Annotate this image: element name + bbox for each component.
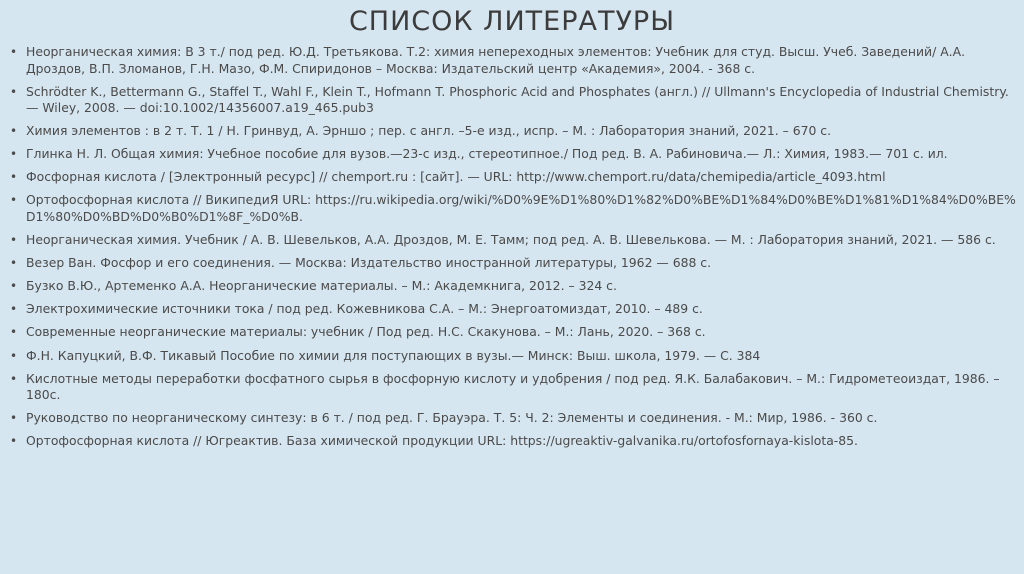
reference-text: Ортофосфорная кислота // Югреактив. База химической продукции URL: https://ugreaktiv-galvanika.ru/ortofosfornaya-kislota-85. bbox=[26, 433, 858, 449]
list-item bbox=[8, 192, 1018, 225]
reference-text: Электрохимические источники тока / под ред. Кожевникова С.А. – М.: Энергоатомиздат, 2010. – 489 с. bbox=[26, 301, 703, 317]
list-item bbox=[8, 123, 1018, 140]
reference-text: Schrödter K., Bettermann G., Staffel T., Wahl F., Klein T., Hofmann T. Phosphoric Acid and Phosphates (англ.) // Ullmann's Encyclopedia of Industrial Chemistry. — Wiley, 2008. — doi:10.1002/14356007.a19_465.pub3 bbox=[26, 83, 1009, 116]
list-item bbox=[8, 324, 1018, 341]
list-item bbox=[8, 255, 1018, 272]
reference-text: Фосфорная кислота / [Электронный ресурс] // chemport.ru : [сайт]. — URL: http://www.chemport.ru/data/chemipedia/article_4093.html bbox=[26, 169, 886, 185]
bullet-icon: • bbox=[10, 279, 18, 294]
list-item bbox=[8, 348, 1018, 365]
bullet-icon: • bbox=[10, 84, 18, 99]
list-item bbox=[8, 301, 1018, 318]
reference-text: Глинка Н. Л. Общая химия: Учебное пособие для вузов.—23-с изд., стереотипное./ Под ред. В. А. Рабиновича.— Л.: Химия, 1983.— 701 с. ил. bbox=[26, 146, 948, 162]
list-item bbox=[8, 169, 1018, 186]
reference-text: Неорганическая химия. Учебник / А. В. Шевельков, А.А. Дроздов, М. Е. Тамм; под ред. А. В. Шевелькова. — М. : Лаборатория знаний, 2021. — 586 с. bbox=[26, 232, 996, 248]
bullet-icon: • bbox=[10, 45, 18, 59]
list-item bbox=[8, 232, 1018, 249]
list-item bbox=[8, 146, 1018, 163]
bullet-icon: • bbox=[10, 411, 18, 426]
bullet-icon: • bbox=[10, 325, 18, 340]
bullet-icon: • bbox=[10, 348, 18, 363]
bullet-icon: • bbox=[10, 434, 18, 449]
list-item bbox=[8, 371, 1018, 404]
reference-list bbox=[8, 44, 1018, 456]
bullet-icon: • bbox=[10, 233, 18, 248]
bullet-icon: • bbox=[10, 193, 18, 208]
list-item bbox=[8, 278, 1018, 295]
reference-text: Неорганическая химия: В 3 т./ под ред. Ю.Д. Третьякова. Т.2: химия непереходных элементов: Учебник для студ. Высш. Учеб. Заведений/ А.А. Дроздов, В.П. Зломанов, Г.Н. Мазо, Ф.М. Спиридонов – Москва: Издательский центр «Академия», 2004. - 368 с. bbox=[26, 44, 966, 76]
reference-text: Бузко В.Ю., Артеменко А.А. Неорганические материалы. – М.: Академкнига, 2012. – 324 с. bbox=[26, 278, 617, 294]
list-item bbox=[8, 84, 1018, 117]
bullet-icon: • bbox=[10, 170, 18, 185]
bullet-icon: • bbox=[10, 124, 18, 139]
reference-text: Везер Ван. Фосфор и его соединения. — Москва: Издательство иностранной литературы, 1962 — 688 с. bbox=[26, 255, 712, 271]
list-item bbox=[8, 44, 1018, 77]
reference-text: Ортофосфорная кислота // ВикипедиЯ URL: https://ru.wikipedia.org/wiki/%D0%9E%D1%80%D1%82%D0%BE%D1%84%D0%BE%D1%81%D1%84%D0%BE%D1%80%D0%BD%D0%B0%D1%8F_%D0%B. bbox=[26, 192, 1016, 224]
bullet-icon: • bbox=[10, 147, 18, 162]
reference-text: Химия элементов : в 2 т. Т. 1 / Н. Гринвуд, А. Эрншо ; пер. с англ. –5-е изд., испр. – М. : Лаборатория знаний, 2021. – 670 с. bbox=[26, 123, 832, 139]
page-title: СПИСОК ЛИТЕРАТУРЫ bbox=[348, 6, 676, 37]
reference-text: Кислотные методы переработки фосфатного сырья в фосфорную кислоту и удобрения / под ред. Я.К. Балабакович. – М.: Гидрометеоиздат, 1986. – 180с. bbox=[26, 370, 1000, 403]
reference-text: Руководство по неорганическому синтезу: в 6 т. / под ред. Г. Брауэра. Т. 5: Ч. 2: Элементы и соединения. - М.: Мир, 1986. - 360 с. bbox=[26, 410, 878, 426]
reference-text: Современные неорганические материалы: учебник / Под ред. Н.С. Скакунова. – М.: Лань, 2020. – 368 с. bbox=[26, 324, 706, 340]
bullet-icon: • bbox=[10, 371, 18, 386]
bullet-icon: • bbox=[10, 302, 18, 317]
bullet-icon: • bbox=[10, 256, 18, 271]
list-item bbox=[8, 410, 1018, 427]
reference-text: Ф.Н. Капуцкий, В.Ф. Тикавый Пособие по химии для поступающих в вузы.— Минск: Выш. школа, 1979. — С. 384 bbox=[26, 347, 761, 363]
list-item bbox=[8, 433, 1018, 450]
